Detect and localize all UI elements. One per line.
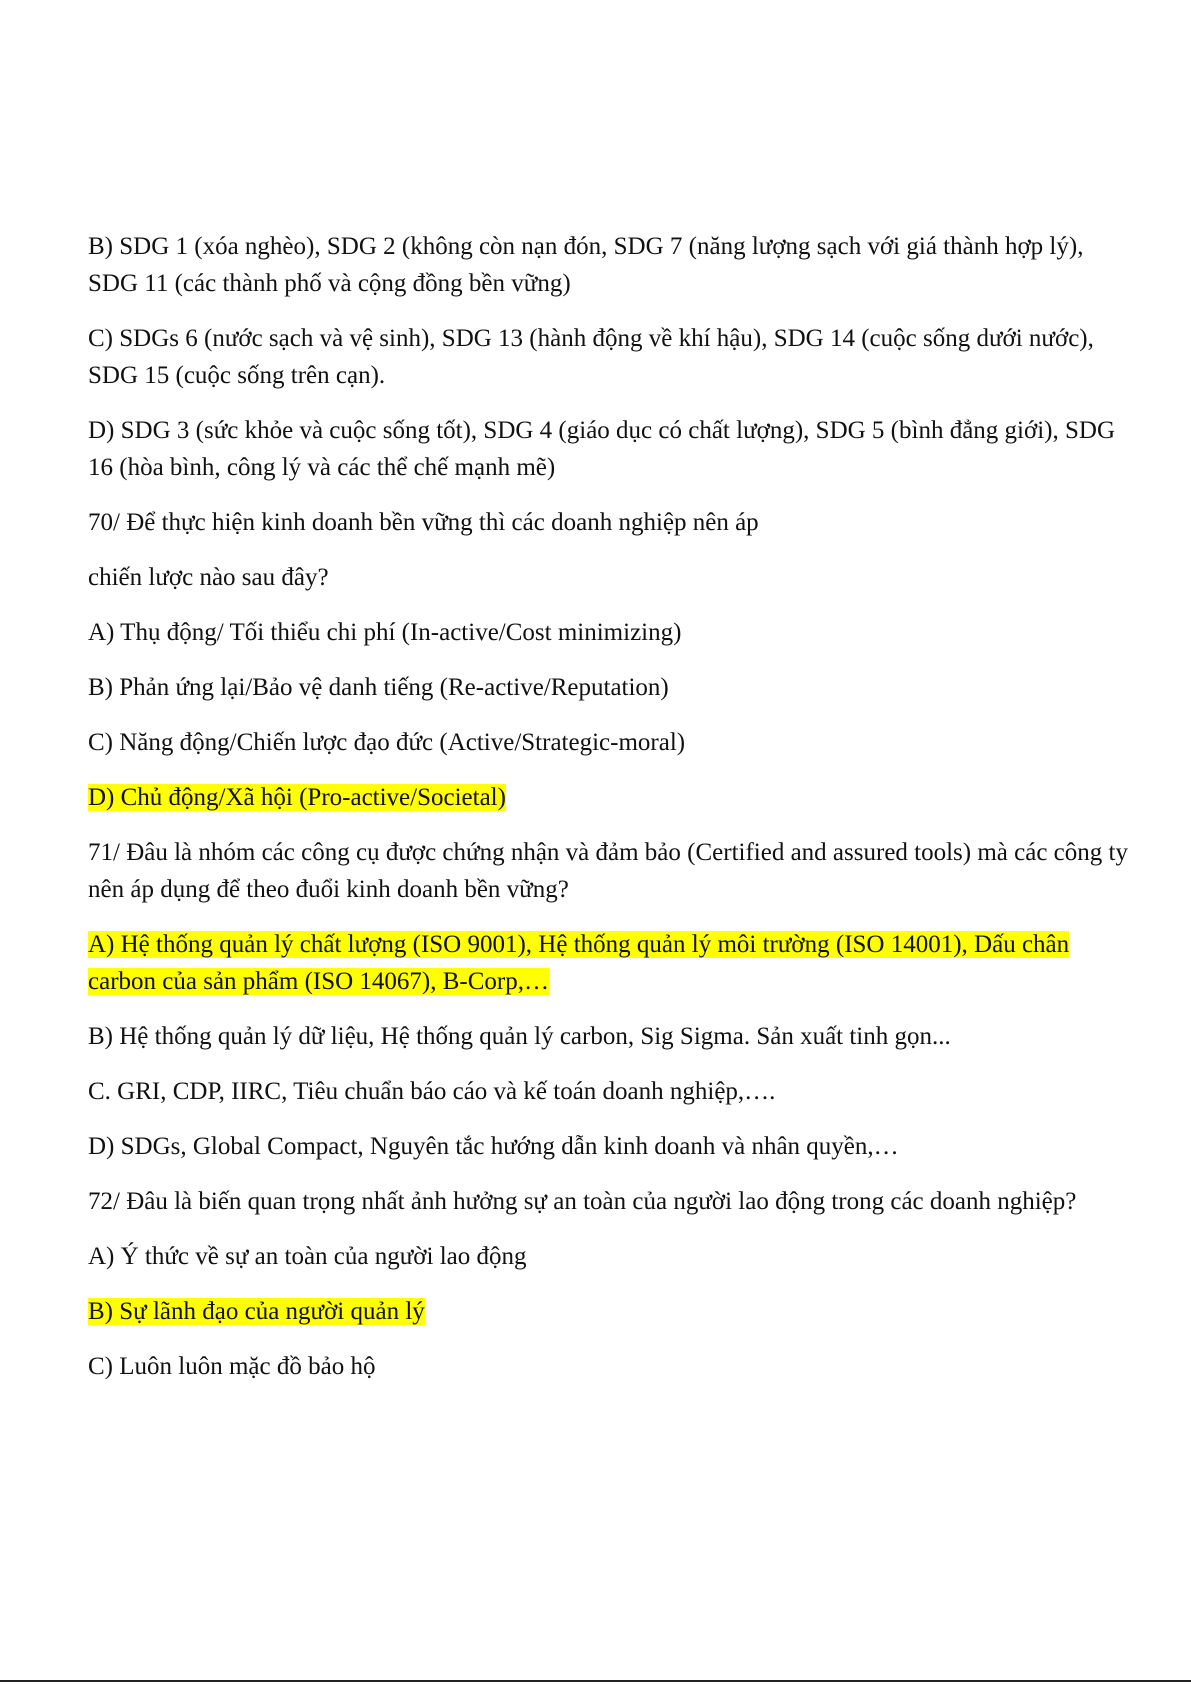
question-70-line-1: 70/ Để thực hiện kinh doanh bền vững thì các doanh nghiệp nên áp xyxy=(88,509,759,536)
answer-option-70a: A) Thụ động/ Tối thiểu chi phí (In-active/Cost minimizing) xyxy=(88,619,682,646)
highlighted-answer: A) Hệ thống quản lý chất lượng (ISO 9001), Hệ thống quản lý môi trường (ISO 14001), Dấu chân carbon của sản phẩm (ISO 14067), B-Corp,… xyxy=(88,931,1070,995)
question-71: 71/ Đâu là nhóm các công cụ được chứng nhận và đảm bảo (Certified and assured tools) mà các công ty nên áp dụng để theo đuổi kinh doanh bền vững? xyxy=(88,839,1128,903)
answer-option-71c: C. GRI, CDP, IIRC, Tiêu chuẩn báo cáo và kế toán doanh nghiệp,…. xyxy=(88,1078,776,1105)
page-bottom-divider xyxy=(0,1680,1191,1682)
answer-option-70c: C) Năng động/Chiến lược đạo đức (Active/Strategic-moral) xyxy=(88,729,686,756)
answer-option-72a: A) Ý thức về sự an toàn của người lao động xyxy=(88,1243,527,1270)
answer-option-71d: D) SDGs, Global Compact, Nguyên tắc hướng dẫn kinh doanh và nhân quyền,… xyxy=(88,1133,899,1160)
answer-option-71b: B) Hệ thống quản lý dữ liệu, Hệ thống quản lý carbon, Sig Sigma. Sản xuất tinh gọn... xyxy=(88,1023,951,1050)
answer-option-69b: B) SDG 1 (xóa nghèo), SDG 2 (không còn nạn đón, SDG 7 (năng lượng sạch với giá thành hợp lý), SDG 11 (các thành phố và cộng đồng bền vững) xyxy=(88,233,1084,297)
question-70-line-2: chiến lược nào sau đây? xyxy=(88,564,329,591)
answer-option-71a-correct xyxy=(88,926,1128,1000)
document-body xyxy=(88,228,1128,1403)
answer-option-72c: C) Luôn luôn mặc đồ bảo hộ xyxy=(88,1353,376,1380)
answer-option-72b-correct xyxy=(88,1293,1128,1330)
question-72: 72/ Đâu là biến quan trọng nhất ảnh hưởng sự an toàn của người lao động trong các doanh nghiệp? xyxy=(88,1188,1077,1215)
highlighted-answer: D) Chủ động/Xã hội (Pro-active/Societal) xyxy=(88,784,506,811)
answer-option-69d: D) SDG 3 (sức khỏe và cuộc sống tốt), SDG 4 (giáo dục có chất lượng), SDG 5 (bình đẳng giới), SDG 16 (hòa bình, công lý và các thể chế mạnh mẽ) xyxy=(88,417,1116,481)
answer-option-70d-correct xyxy=(88,779,1128,816)
highlighted-answer: B) Sự lãnh đạo của người quản lý xyxy=(88,1298,425,1325)
answer-option-70b: B) Phản ứng lại/Bảo vệ danh tiếng (Re-active/Reputation) xyxy=(88,674,669,701)
answer-option-69c: C) SDGs 6 (nước sạch và vệ sinh), SDG 13 (hành động về khí hậu), SDG 14 (cuộc sống dưới nước), SDG 15 (cuộc sống trên cạn). xyxy=(88,325,1094,389)
